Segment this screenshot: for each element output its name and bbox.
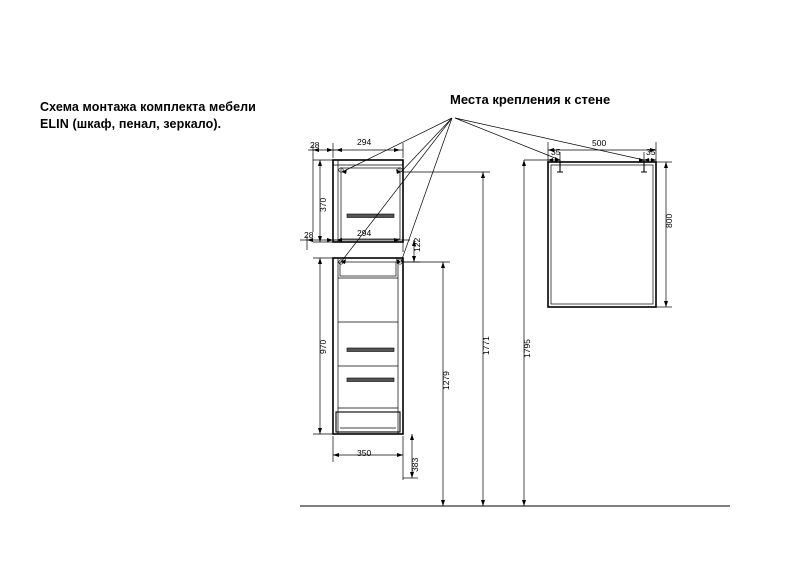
- dim-label-tall-base-width: 350: [357, 448, 372, 458]
- dim-label-cabinet-width: 294: [357, 137, 372, 147]
- mirror-body: [548, 162, 656, 307]
- dim-label-tall-height: 970: [318, 339, 328, 354]
- dim-label-cabinet-offset: 28: [310, 140, 320, 150]
- dim-label-mirror-mount-left: 35: [551, 147, 561, 157]
- dim-label-mirror-width: 500: [592, 138, 607, 148]
- leader-to-mirror-left: [455, 118, 560, 160]
- tall-unit-base: [336, 412, 400, 432]
- tall-unit-handle-2: [347, 378, 394, 382]
- cabinet-handle: [347, 214, 394, 218]
- tall-unit-niche: [340, 262, 396, 276]
- dim-label-height-1771: 1771: [481, 336, 491, 355]
- dim-label-mirror-height: 800: [664, 213, 674, 228]
- tall-unit-body: [333, 258, 403, 434]
- dim-label-tall-width-top: 294: [357, 228, 372, 238]
- dim-label-tall-base-height: 383: [410, 457, 420, 472]
- dim-label-tall-gap: 122: [412, 237, 422, 252]
- wall-mount-label: Места крепления к стене: [450, 92, 611, 107]
- tall-unit-handle-1: [347, 348, 394, 352]
- leader-to-mirror-right: [455, 118, 644, 160]
- mirror-glass: [551, 165, 653, 304]
- dim-label-height-1795: 1795: [522, 339, 532, 358]
- dim-label-height-1279: 1279: [441, 371, 451, 390]
- title-line-2: ELIN (шкаф, пенал, зеркало).: [40, 117, 222, 131]
- dim-label-tall-offset: 28: [304, 230, 314, 240]
- dim-label-mirror-mount-right: 35: [646, 147, 656, 157]
- leader-to-cabinet-right: [401, 118, 452, 172]
- title-line-1: Схема монтажа комплекта мебели: [40, 100, 256, 114]
- dim-label-cabinet-height: 370: [318, 197, 328, 212]
